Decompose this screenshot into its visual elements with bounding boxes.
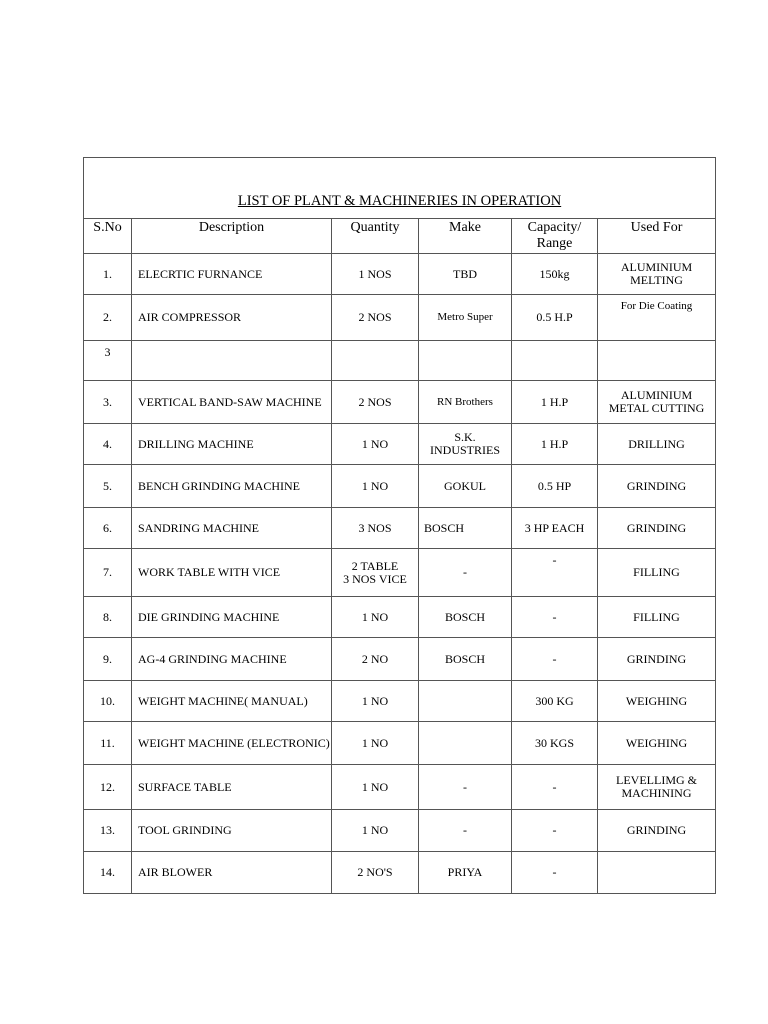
table-row (84, 381, 716, 424)
cell-capacity: 300 KG (512, 681, 598, 722)
cell-quantity: 1 NO (332, 597, 419, 638)
cell-capacity: 1 H.P (512, 424, 598, 465)
cell-sno: 5. (84, 465, 132, 508)
column-header-description: Description (132, 219, 332, 254)
cell-capacity: - (512, 765, 598, 810)
cell-used-for: GRINDING (598, 465, 716, 508)
cell-description: DIE GRINDING MACHINE (132, 597, 332, 638)
cell-make: - (419, 549, 512, 597)
cell-capacity: - (512, 638, 598, 681)
cell-description: AG-4 GRINDING MACHINE (132, 638, 332, 681)
cell-quantity: 2 NOS (332, 381, 419, 424)
cell-capacity: 30 KGS (512, 722, 598, 765)
cell-used-for: WEIGHING (598, 681, 716, 722)
cell-used-for: GRINDING (598, 638, 716, 681)
table-row (84, 508, 716, 549)
cell-make: Metro Super (419, 295, 512, 341)
table-row (84, 424, 716, 465)
cell-description: WEIGHT MACHINE (ELECTRONIC) (132, 722, 332, 765)
cell-sno: 14. (84, 852, 132, 894)
cell-capacity: 1 H.P (512, 381, 598, 424)
header-row (84, 219, 716, 254)
cell-quantity: 1 NOS (332, 254, 419, 295)
cell-used-for: FILLING (598, 597, 716, 638)
cell-make: - (419, 765, 512, 810)
table-row (84, 765, 716, 810)
cell-quantity: 1 NO (332, 681, 419, 722)
cell-quantity: 1 NO (332, 465, 419, 508)
cell-description: ELECRTIC FURNANCE (132, 254, 332, 295)
table-row (84, 549, 716, 597)
column-header-sno: S.No (84, 219, 132, 254)
table-row (84, 681, 716, 722)
table-row (84, 810, 716, 852)
cell-description: TOOL GRINDING (132, 810, 332, 852)
cell-used-for (598, 852, 716, 894)
cell-make: GOKUL (419, 465, 512, 508)
cell-description: SANDRING MACHINE (132, 508, 332, 549)
cell-description (132, 341, 332, 381)
cell-sno: 6. (84, 508, 132, 549)
cell-sno: 12. (84, 765, 132, 810)
cell-quantity: 1 NO (332, 424, 419, 465)
cell-capacity: - (512, 597, 598, 638)
cell-make: BOSCH (419, 638, 512, 681)
cell-description: WORK TABLE WITH VICE (132, 549, 332, 597)
column-header-capacity: Capacity/ Range (512, 219, 598, 254)
cell-capacity: 150kg (512, 254, 598, 295)
cell-used-for: GRINDING (598, 508, 716, 549)
cell-used-for: DRILLING (598, 424, 716, 465)
cell-make (419, 341, 512, 381)
table-title: LIST OF PLANT & MACHINERIES IN OPERATION (84, 158, 716, 219)
table-row (84, 341, 716, 381)
cell-capacity: - (512, 810, 598, 852)
cell-sno: 9. (84, 638, 132, 681)
table-row (84, 465, 716, 508)
cell-sno: 8. (84, 597, 132, 638)
cell-sno: 4. (84, 424, 132, 465)
cell-capacity: 0.5 HP (512, 465, 598, 508)
cell-make (419, 681, 512, 722)
cell-used-for: LEVELLIMG & MACHINING (598, 765, 716, 810)
cell-used-for: For Die Coating (598, 295, 716, 341)
cell-description: SURFACE TABLE (132, 765, 332, 810)
cell-capacity: - (512, 549, 598, 597)
cell-quantity: 2 NO'S (332, 852, 419, 894)
cell-make: TBD (419, 254, 512, 295)
table-row (84, 254, 716, 295)
cell-capacity: 3 HP EACH (512, 508, 598, 549)
table-row (84, 852, 716, 894)
cell-sno: 1. (84, 254, 132, 295)
cell-sno: 3 (84, 341, 132, 381)
cell-make (419, 722, 512, 765)
cell-make: BOSCH (419, 597, 512, 638)
cell-capacity: 0.5 H.P (512, 295, 598, 341)
cell-description: DRILLING MACHINE (132, 424, 332, 465)
cell-make: - (419, 810, 512, 852)
column-header-used-for: Used For (598, 219, 716, 254)
cell-sno: 7. (84, 549, 132, 597)
cell-quantity: 1 NO (332, 810, 419, 852)
cell-used-for (598, 341, 716, 381)
cell-quantity (332, 341, 419, 381)
cell-description: BENCH GRINDING MACHINE (132, 465, 332, 508)
cell-make: RN Brothers (419, 381, 512, 424)
cell-sno: 10. (84, 681, 132, 722)
column-header-quantity: Quantity (332, 219, 419, 254)
cell-make: BOSCH (419, 508, 512, 549)
cell-used-for: GRINDING (598, 810, 716, 852)
table-row (84, 295, 716, 341)
cell-sno: 2. (84, 295, 132, 341)
cell-used-for: ALUMINIUM METAL CUTTING (598, 381, 716, 424)
cell-description: AIR BLOWER (132, 852, 332, 894)
cell-quantity: 2 NOS (332, 295, 419, 341)
cell-description: AIR COMPRESSOR (132, 295, 332, 341)
table-row (84, 722, 716, 765)
cell-used-for: WEIGHING (598, 722, 716, 765)
cell-capacity (512, 341, 598, 381)
column-header-make: Make (419, 219, 512, 254)
cell-capacity: - (512, 852, 598, 894)
cell-description: WEIGHT MACHINE( MANUAL) (132, 681, 332, 722)
cell-quantity: 2 TABLE 3 NOS VICE (332, 549, 419, 597)
cell-quantity: 2 NO (332, 638, 419, 681)
machinery-table (83, 157, 716, 894)
cell-used-for: FILLING (598, 549, 716, 597)
cell-sno: 3. (84, 381, 132, 424)
cell-quantity: 3 NOS (332, 508, 419, 549)
cell-make: S.K. INDUSTRIES (419, 424, 512, 465)
cell-make: PRIYA (419, 852, 512, 894)
cell-sno: 13. (84, 810, 132, 852)
cell-quantity: 1 NO (332, 765, 419, 810)
cell-description: VERTICAL BAND-SAW MACHINE (132, 381, 332, 424)
cell-quantity: 1 NO (332, 722, 419, 765)
cell-sno: 11. (84, 722, 132, 765)
table-row (84, 638, 716, 681)
table-row (84, 597, 716, 638)
cell-used-for: ALUMINIUM MELTING (598, 254, 716, 295)
